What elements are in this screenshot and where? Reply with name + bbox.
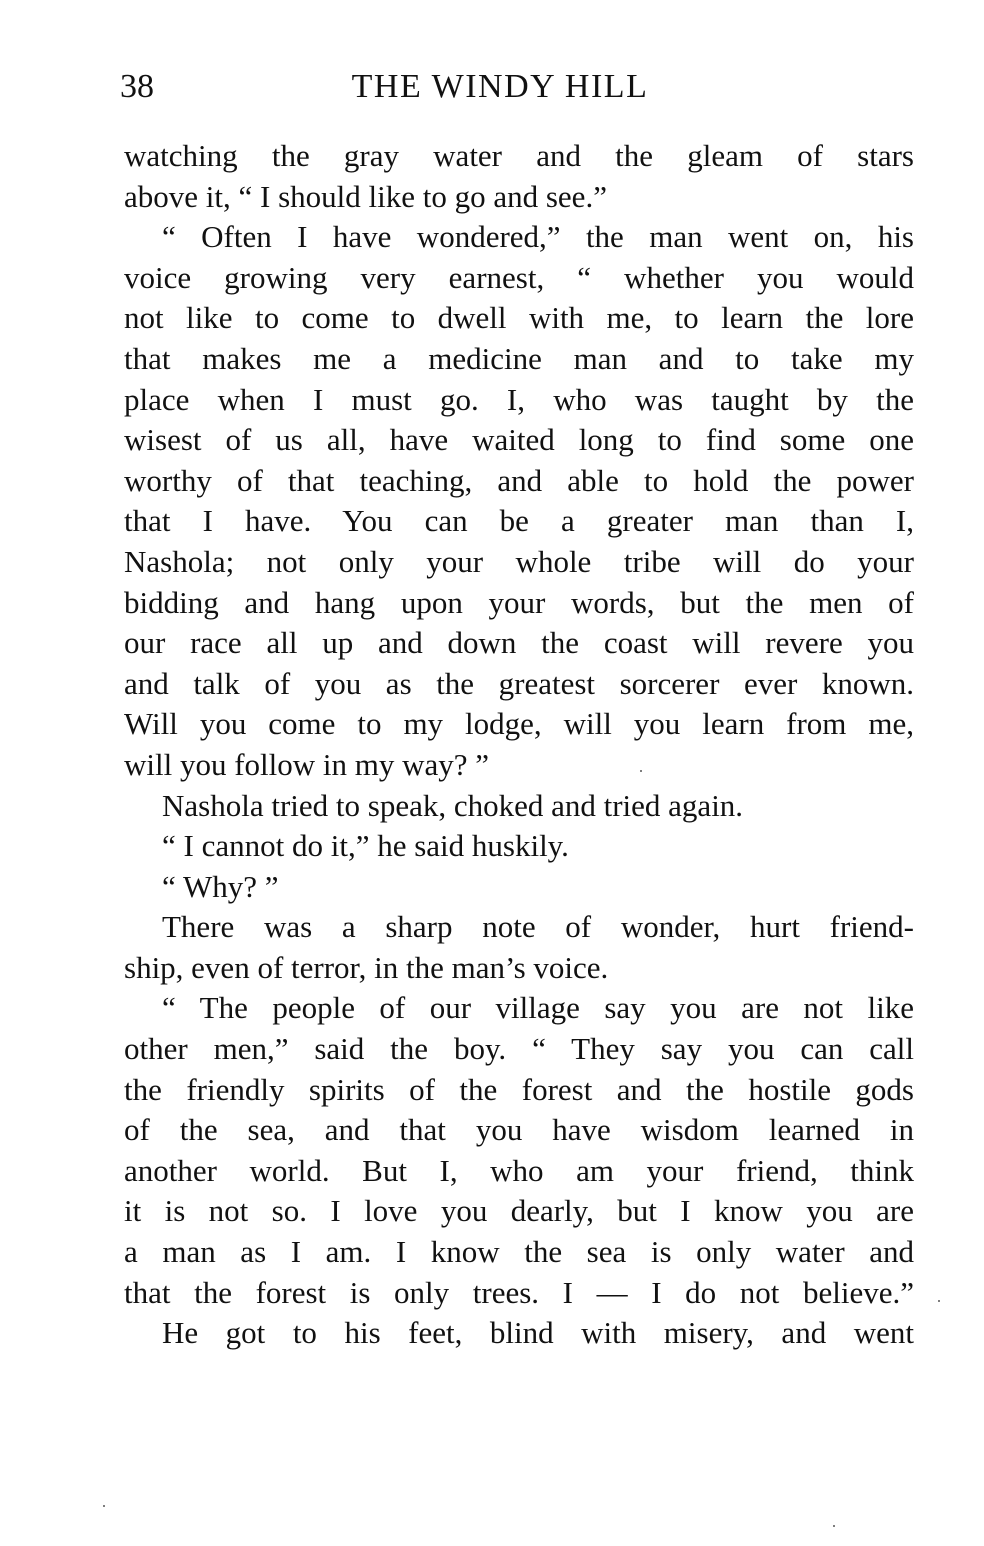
text-line: the friendly spirits of the forest and the hostile gods — [124, 1071, 914, 1107]
text-line: of the sea, and that you have wisdom learned in — [124, 1112, 914, 1148]
text-line: “ Why? ” — [162, 868, 279, 904]
text-line: not like to come to dwell with me, to learn the lore — [124, 300, 914, 336]
text-line: worthy of that teaching, and able to hold the power — [124, 462, 914, 498]
text-line: that makes me a medicine man and to take my — [124, 340, 914, 376]
text-line: a man as I am. I know the sea is only water and — [124, 1234, 914, 1270]
text-line: Nashola tried to speak, choked and tried again. — [162, 787, 744, 823]
text-line: “ I cannot do it,” he said huskily. — [162, 828, 569, 864]
text-line: Will you come to my lodge, will you learn from me, — [124, 706, 914, 742]
running-title: THE WINDY HILL — [351, 68, 649, 105]
paper-speck — [103, 1505, 105, 1507]
text-line: ship, even of terror, in the man’s voice. — [124, 949, 609, 985]
page-number: 38 — [120, 68, 154, 105]
paper-speck — [938, 1300, 940, 1302]
text-line: that I have. You can be a greater man than I, — [124, 503, 914, 539]
text-line: that the forest is only trees. I — I do not believe.” — [124, 1274, 914, 1310]
text-line: place when I must go. I, who was taught by the — [124, 381, 914, 417]
text-line: bidding and hang upon your words, but the men of — [124, 584, 914, 620]
text-line: and talk of you as the greatest sorcerer ever known. — [124, 665, 914, 701]
page-header — [120, 62, 910, 112]
text-line: He got to his feet, blind with misery, and went — [162, 1315, 914, 1351]
paper-speck — [833, 1525, 835, 1527]
text-line: “ Often I have wondered,” the man went on, his — [162, 219, 914, 255]
text-line: other men,” said the boy. “ They say you can call — [124, 1031, 914, 1067]
text-line: “ The people of our village say you are not like — [162, 990, 914, 1026]
text-line: our race all up and down the coast will revere you — [124, 625, 914, 661]
text-line: another world. But I, who am your friend, think — [124, 1152, 914, 1188]
text-line: it is not so. I love you dearly, but I know you are — [124, 1193, 914, 1229]
text-line: wisest of us all, have waited long to find some one — [124, 422, 914, 458]
text-line: Nashola; not only your whole tribe will do your — [124, 543, 914, 579]
text-line: voice growing very earnest, “ whether you would — [124, 259, 914, 295]
text-line: There was a sharp note of wonder, hurt friend- — [162, 909, 914, 945]
paper-speck — [640, 770, 642, 772]
body-text — [124, 136, 914, 1354]
text-line: watching the gray water and the gleam of stars — [124, 138, 914, 173]
text-line: will you follow in my way? ” — [124, 746, 490, 782]
text-line: above it, “ I should like to go and see.” — [124, 178, 607, 214]
